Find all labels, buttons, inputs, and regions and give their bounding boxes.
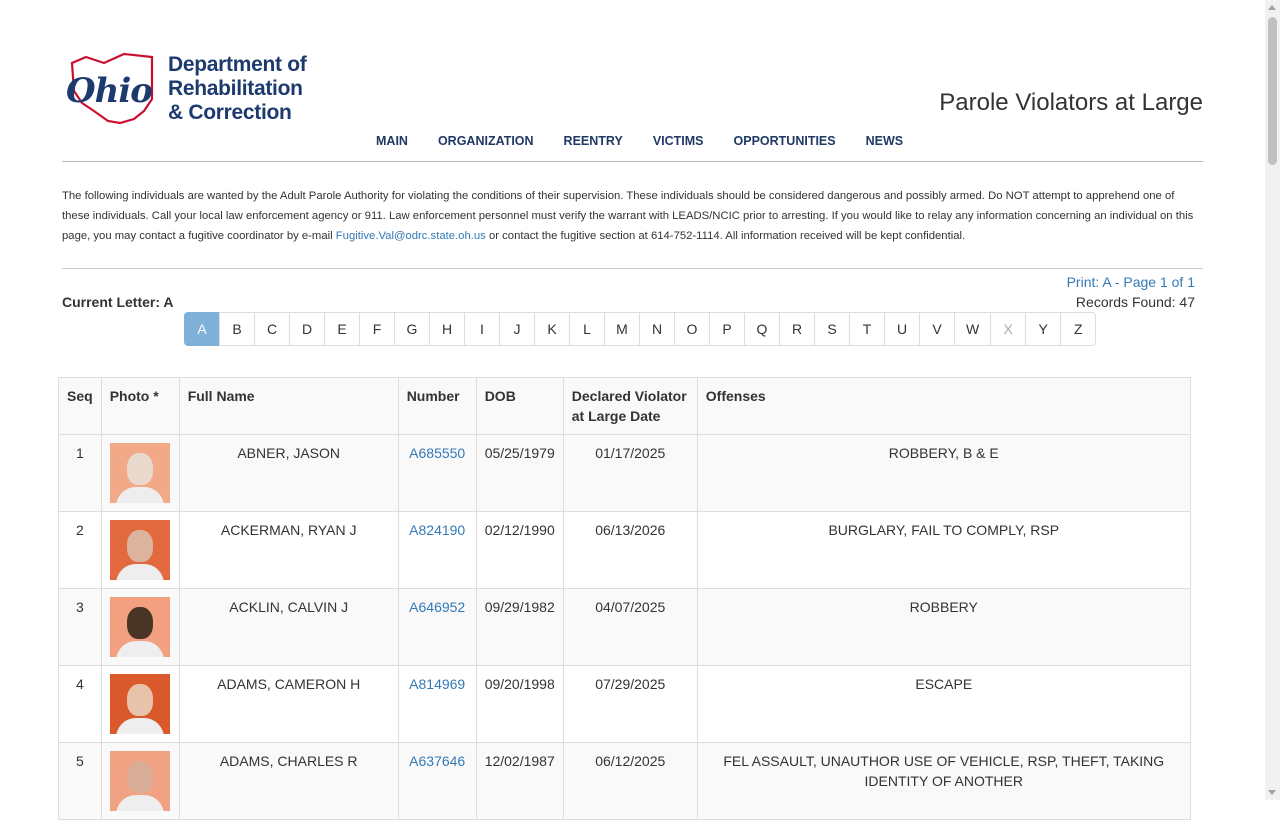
cell-declared-date: 06/13/2026	[563, 512, 697, 589]
letter-page-l[interactable]: L	[569, 312, 605, 346]
col-header-offenses: Offenses	[697, 378, 1190, 435]
letter-page-n[interactable]: N	[639, 312, 675, 346]
mugshot-photo[interactable]	[110, 443, 170, 503]
offender-number-link[interactable]: A814969	[409, 676, 466, 692]
letter-page-g[interactable]: G	[394, 312, 430, 346]
offender-number-link[interactable]: A637646	[409, 753, 466, 769]
cell-dob: 05/25/1979	[476, 435, 563, 512]
header-divider	[62, 161, 1203, 162]
letter-pagination	[184, 312, 1096, 346]
letter-page-w[interactable]: W	[954, 312, 991, 346]
table-row	[59, 589, 1191, 666]
cell-number	[398, 743, 476, 820]
violators-table	[58, 377, 1191, 820]
table-row	[59, 743, 1191, 820]
letter-page-p[interactable]: P	[709, 312, 745, 346]
letter-page-z[interactable]: Z	[1060, 312, 1096, 346]
page-title: Parole Violators at Large	[939, 89, 1203, 116]
cell-offenses: BURGLARY, FAIL TO COMPLY, RSP	[697, 512, 1190, 589]
cell-dob: 12/02/1987	[476, 743, 563, 820]
cell-full-name: ACKLIN, CALVIN J	[179, 589, 398, 666]
scroll-down-arrow-icon[interactable]	[1268, 790, 1276, 795]
logo-line: Department of	[168, 53, 307, 76]
table-header-row	[59, 378, 1191, 435]
print-link[interactable]: Print: A - Page 1 of 1	[1066, 274, 1195, 290]
letter-page-q[interactable]: Q	[744, 312, 780, 346]
letter-page-u[interactable]: U	[884, 312, 920, 346]
mugshot-photo[interactable]	[110, 751, 170, 811]
cell-full-name: ADAMS, CHARLES R	[179, 743, 398, 820]
mugshot-photo[interactable]	[110, 520, 170, 580]
col-header-seq: Seq	[59, 378, 102, 435]
letter-page-o[interactable]: O	[674, 312, 710, 346]
col-header-full-name: Full Name	[179, 378, 398, 435]
offender-number-link[interactable]: A646952	[409, 599, 466, 615]
content-divider	[62, 268, 1203, 269]
cell-photo	[101, 589, 179, 666]
cell-dob: 02/12/1990	[476, 512, 563, 589]
cell-declared-date: 04/07/2025	[563, 589, 697, 666]
cell-seq: 2	[59, 512, 102, 589]
department-name	[168, 53, 306, 125]
cell-offenses: ROBBERY	[697, 589, 1190, 666]
scrollbar-thumb[interactable]	[1268, 17, 1277, 165]
mugshot-face	[127, 607, 153, 639]
cell-seq: 4	[59, 666, 102, 743]
mugshot-shirt	[116, 795, 164, 811]
cell-photo	[101, 743, 179, 820]
mugshot-face	[127, 684, 153, 716]
mugshot-face	[127, 530, 153, 562]
letter-page-b[interactable]: B	[219, 312, 255, 346]
cell-photo	[101, 435, 179, 512]
vertical-scrollbar[interactable]	[1265, 0, 1280, 800]
cell-seq: 3	[59, 589, 102, 666]
cell-number	[398, 589, 476, 666]
ohio-wordmark: Ohio	[66, 71, 152, 111]
nav-item-news[interactable]: NEWS	[865, 134, 904, 148]
letter-page-x[interactable]: X	[990, 312, 1026, 346]
intro-notice	[62, 186, 1203, 246]
offender-number-link[interactable]: A824190	[409, 522, 466, 538]
letter-page-i[interactable]: I	[464, 312, 500, 346]
cell-full-name: ABNER, JASON	[179, 435, 398, 512]
intro-text: The following individuals are wanted by the Adult Parole Authority for violating the conditions of their supervision. These individuals should be considered dangerous and possibly armed. Do NOT attempt to apprehend one of these individuals. Call your local law enforcement agency or 911. Law enforcement personnel must verify the warrant with LEADS/NCIC prior to arresting. If you would like to relay any information concerning an individual on this page, you may contact a fugitive coordinator by e-mail	[62, 190, 1194, 242]
logo-line: Rehabilitation	[168, 77, 303, 100]
cell-declared-date: 01/17/2025	[563, 435, 697, 512]
letter-page-s[interactable]: S	[814, 312, 850, 346]
letter-page-k[interactable]: K	[534, 312, 570, 346]
fugitive-email-link[interactable]: Fugitive.Val@odrc.state.oh.us	[335, 230, 486, 242]
table-row	[59, 435, 1191, 512]
letter-page-r[interactable]: R	[779, 312, 815, 346]
letter-page-e[interactable]: E	[324, 312, 360, 346]
cell-seq: 1	[59, 435, 102, 512]
current-letter: Current Letter: A	[62, 294, 174, 310]
mugshot-shirt	[116, 487, 164, 503]
logo-line: & Correction	[168, 101, 292, 124]
col-header-dob: DOB	[476, 378, 563, 435]
cell-photo	[101, 512, 179, 589]
nav-item-victims[interactable]: VICTIMS	[652, 134, 704, 148]
cell-photo	[101, 666, 179, 743]
nav-item-opportunities[interactable]: OPPORTUNITIES	[733, 134, 836, 148]
mugshot-shirt	[116, 718, 164, 734]
cell-offenses: ROBBERY, B & E	[697, 435, 1190, 512]
mugshot-photo[interactable]	[110, 597, 170, 657]
cell-declared-date: 06/12/2025	[563, 743, 697, 820]
mugshot-shirt	[116, 641, 164, 657]
letter-page-f[interactable]: F	[359, 312, 395, 346]
table-row	[59, 666, 1191, 743]
letter-page-h[interactable]: H	[429, 312, 465, 346]
mugshot-face	[127, 761, 153, 793]
letter-page-j[interactable]: J	[499, 312, 535, 346]
letter-page-c[interactable]: C	[254, 312, 290, 346]
offender-number-link[interactable]: A685550	[409, 445, 466, 461]
cell-dob: 09/29/1982	[476, 589, 563, 666]
letter-page-d[interactable]: D	[289, 312, 325, 346]
cell-full-name: ACKERMAN, RYAN J	[179, 512, 398, 589]
letter-page-t[interactable]: T	[849, 312, 885, 346]
cell-number	[398, 512, 476, 589]
cell-offenses: ESCAPE	[697, 666, 1190, 743]
cell-seq: 5	[59, 743, 102, 820]
letter-page-y[interactable]: Y	[1025, 312, 1061, 346]
nav-item-organization[interactable]: ORGANIZATION	[437, 134, 534, 148]
scroll-up-arrow-icon[interactable]	[1268, 5, 1276, 10]
col-header-number: Number	[398, 378, 476, 435]
letter-page-m[interactable]: M	[604, 312, 640, 346]
cell-dob: 09/20/1998	[476, 666, 563, 743]
col-header-declared-date: Declared Violator at Large Date	[563, 378, 697, 435]
table-row	[59, 512, 1191, 589]
odrc-logo[interactable]	[64, 51, 324, 125]
letter-page-a[interactable]: A	[184, 312, 220, 346]
main-nav	[376, 133, 933, 149]
cell-number	[398, 666, 476, 743]
mugshot-face	[127, 453, 153, 485]
records-found: Records Found: 47	[1075, 294, 1195, 310]
col-header-photo: Photo *	[101, 378, 179, 435]
cell-full-name: ADAMS, CAMERON H	[179, 666, 398, 743]
intro-text-end: or contact the fugitive section at 614-752-1114. All information received will be kept confidential.	[485, 230, 966, 242]
nav-item-main[interactable]: MAIN	[376, 134, 408, 148]
cell-number	[398, 435, 476, 512]
cell-offenses: FEL ASSAULT, UNAUTHOR USE OF VEHICLE, RSP, THEFT, TAKING IDENTITY OF ANOTHER	[697, 743, 1190, 820]
cell-declared-date: 07/29/2025	[563, 666, 697, 743]
letter-page-v[interactable]: V	[919, 312, 955, 346]
mugshot-shirt	[116, 564, 164, 580]
mugshot-photo[interactable]	[110, 674, 170, 734]
nav-item-reentry[interactable]: REENTRY	[563, 134, 623, 148]
